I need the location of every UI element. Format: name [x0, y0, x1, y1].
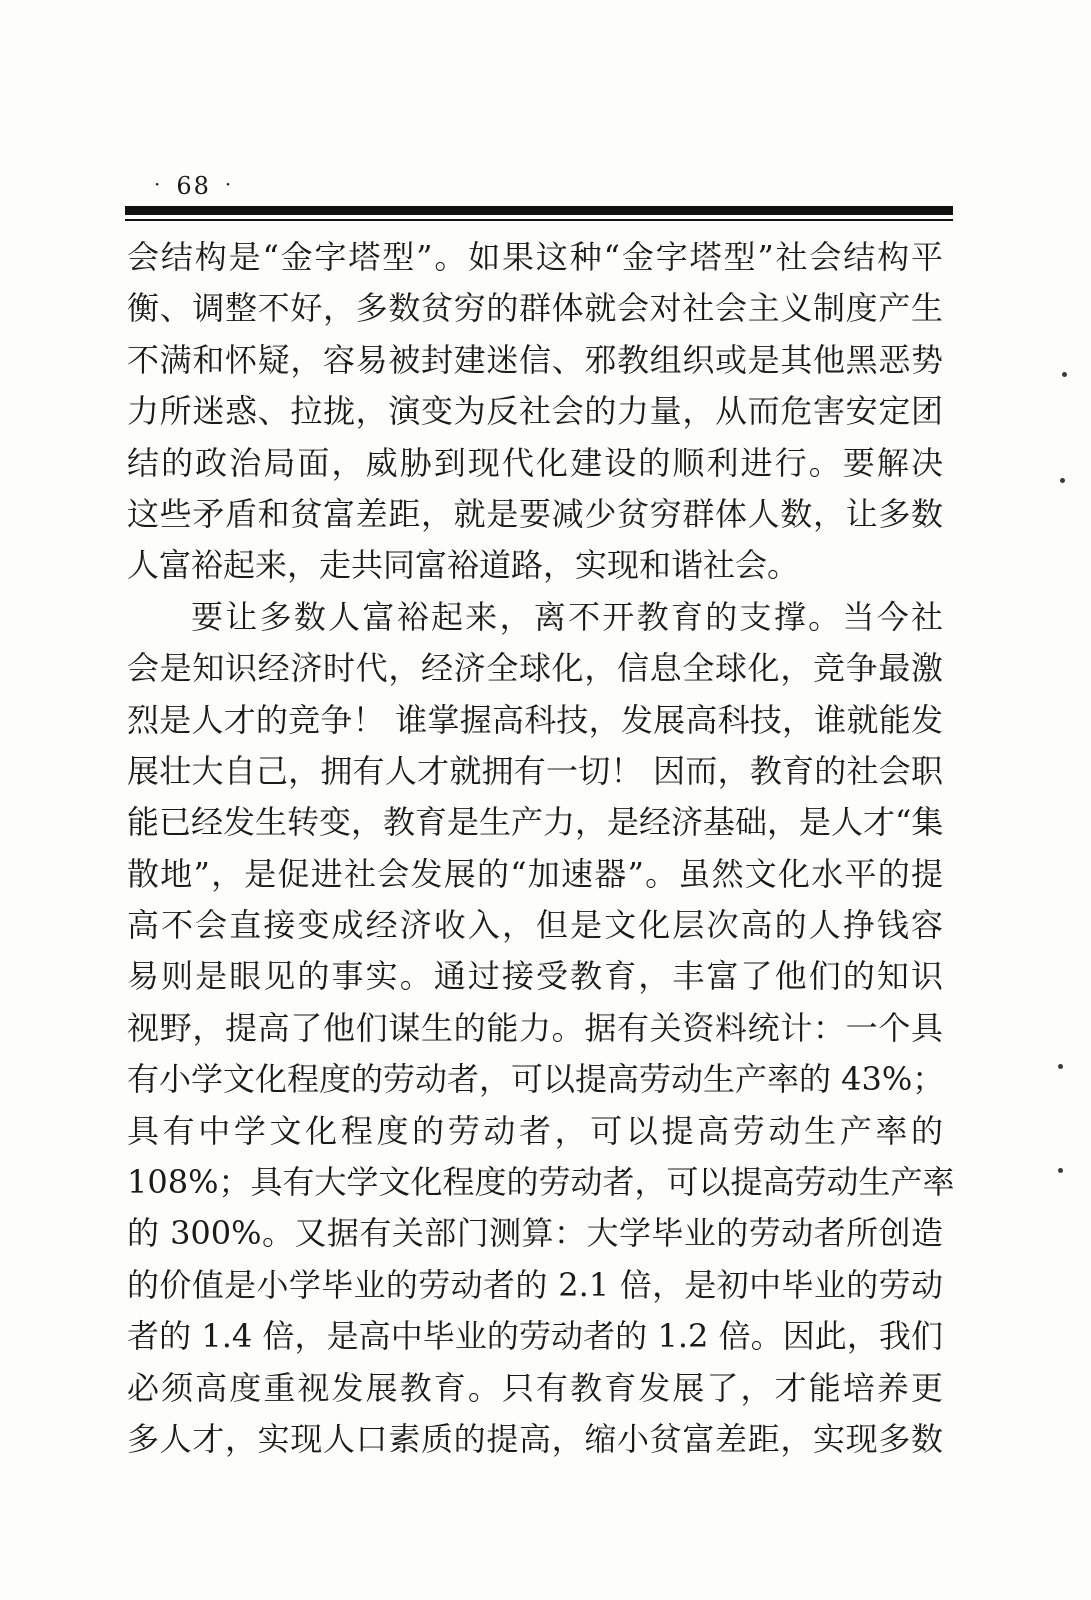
body-text: [127, 232, 955, 1465]
page-header: [140, 172, 247, 200]
paragraph-1-line: 结的政治局面，威胁到现代化建设的顺利进行。要解决: [127, 443, 943, 482]
paragraph-2-line: 能已经发生转变，教育是生产力，是经济基础，是人才“集: [127, 803, 944, 842]
paragraph-1-line: 会结构是“金字塔型”。如果这种“金字塔型”社会结构平: [127, 238, 943, 276]
paragraph-2-line: 的价值是小学毕业的劳动者的 2.1 倍，是初中毕业的劳动: [127, 1265, 943, 1304]
scan-speck: [1060, 478, 1065, 483]
paragraph-1-line: 这些矛盾和贫富差距，就是要减少贫穷群体人数，让多数: [127, 494, 943, 533]
header-rule-thin: [125, 219, 953, 221]
paragraph-2-line: 具有中学文化程度的劳动者，可以提高劳动生产率的: [127, 1111, 943, 1150]
paragraph-2-line: 展壮大自己，拥有人才就拥有一切！ 因而，教育的社会职: [127, 751, 943, 790]
paragraph-2-line: 视野，提高了他们谋生的能力。据有关资料统计：一个具: [127, 1008, 943, 1047]
scan-speck: [1058, 1064, 1063, 1069]
paragraph-2-line: 者的 1.4 倍，是高中毕业的劳动者的 1.2 倍。因此，我们: [127, 1317, 943, 1356]
paragraph-2-line: 有小学文化程度的劳动者，可以提高劳动生产率的 43%；: [127, 1060, 945, 1099]
paragraph-1-line: 力所迷惑、拉拢，演变为反社会的力量，从而危害安定团: [127, 392, 943, 431]
paragraph-2-line: 烈是人才的竞争！ 谁掌握高科技，发展高科技，谁就能发: [127, 700, 943, 739]
paragraph-2-line: 108%；具有大学文化程度的劳动者，可以提高劳动生产率: [127, 1163, 955, 1202]
paragraph-2-line: 多人才，实现人口素质的提高，缩小贫富差距，实现多数: [127, 1419, 943, 1458]
paragraph-2-line: 的 300%。又据有关部门测算：大学毕业的劳动者所创造: [127, 1214, 943, 1253]
page-number: 68: [176, 172, 211, 200]
scan-speck: [1062, 372, 1067, 377]
header-dot-right: ·: [224, 172, 234, 196]
paragraph-2-line: 会是知识经济时代，经济全球化，信息全球化，竞争最激: [127, 649, 943, 688]
header-dot-left: ·: [154, 172, 163, 196]
paragraph-1-line: 不满和怀疑，容易被封建迷信、邪教组织或是其他黑恶势: [127, 340, 943, 379]
paragraph-1-line: 人富裕起来，走共同富裕道路，实现和谐社会。: [127, 546, 800, 585]
paragraph-2-line: 散地”，是促进社会发展的“加速器”。虽然文化水平的提: [127, 854, 943, 893]
paragraph-2-line: 高不会直接变成经济收入，但是文化层次高的人挣钱容: [127, 906, 943, 945]
paragraph-2-line: 易则是眼见的事实。通过接受教育，丰富了他们的知识: [127, 957, 943, 996]
header-rule-thick: [125, 206, 953, 215]
scan-speck: [1058, 1168, 1063, 1173]
paragraph-2-line: 必须高度重视发展教育。只有教育发展了，才能培养更: [127, 1368, 943, 1407]
paragraph-1-line: 衡、调整不好，多数贫穷的群体就会对社会主义制度产生: [127, 289, 943, 328]
paragraph-2-line: 要让多数人富裕起来，离不开教育的支撑。当今社: [191, 597, 943, 636]
